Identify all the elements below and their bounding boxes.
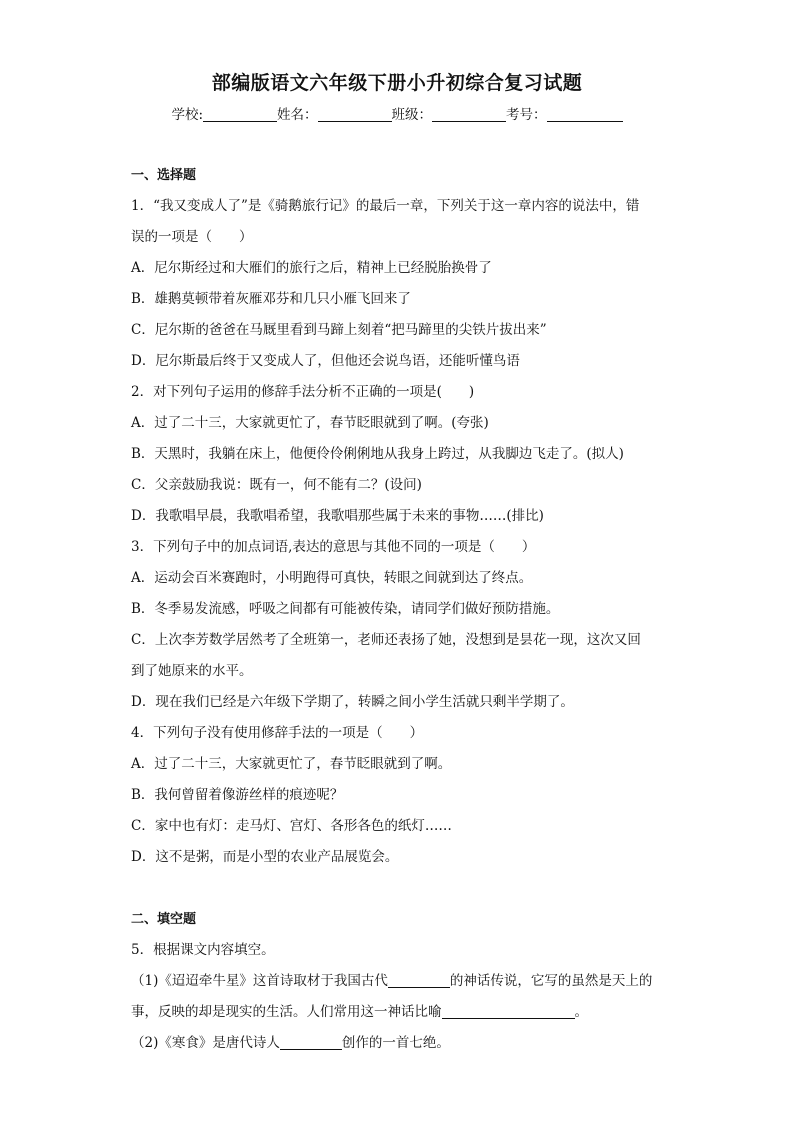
- question-2-option-d: D．我歌唱早晨，我歌唱希望，我歌唱那些属于未来的事物……(排比): [131, 508, 544, 524]
- question-2-option-b: B．天黑时，我躺在床上，他便伶伶俐俐地从我身上跨过，从我脚边飞走了。(拟人): [131, 446, 624, 462]
- question-1-stem-cont: 误的一项是（ ）: [131, 229, 253, 245]
- q5-part1-text-b: 的神话传说，它写的虽然是天上的: [449, 973, 653, 989]
- question-4-stem: 4．下列句子没有使用修辞手法的一项是（ ）: [131, 725, 424, 741]
- student-info-line: [0, 103, 794, 123]
- q5-blank-1[interactable]: [388, 973, 450, 988]
- school-label: 学校:: [171, 107, 204, 123]
- q5-part1-text-a: （1)《迢迢牵牛星》这首诗取材于我国古代: [131, 973, 388, 989]
- question-5-stem: 5．根据课文内容填空。: [131, 942, 275, 958]
- school-blank[interactable]: [203, 107, 277, 122]
- q5-part2-text-b: 创作的一首七绝。: [341, 1035, 450, 1051]
- question-5-part-1: [131, 966, 667, 997]
- class-label: 班级：: [391, 107, 433, 123]
- question-3-option-c-cont: 到了她原来的水平。: [131, 663, 253, 679]
- question-4-option-a: A．过了二十三，大家就更忙了，春节眨眼就到了啊。: [131, 756, 452, 772]
- section-heading-fill: 二、填空题: [131, 912, 197, 927]
- q5-part2-text-a: （2)《寒食》是唐代诗人: [131, 1035, 280, 1051]
- question-1-option-b: B．雄鹅莫顿带着灰雁邓芬和几只小雁飞回来了: [131, 291, 411, 307]
- section-heading-choice: 一、选择题: [131, 168, 197, 183]
- exam-number-label: 考号：: [506, 107, 547, 123]
- question-1-option-a: A．尼尔斯经过和大雁们的旅行之后，精神上已经脱胎换骨了: [131, 260, 492, 276]
- question-1-option-c: C．尼尔斯的爸爸在马厩里看到马蹄上刻着“把马蹄里的尖铁片拔出来”: [131, 322, 547, 338]
- question-3-option-d: D．现在我们已经是六年级下学期了，转瞬之间小学生活就只剩半学期了。: [131, 694, 574, 710]
- question-4-option-d: D．这不是粥，而是小型的农业产品展览会。: [131, 849, 399, 865]
- question-3-option-b: B．冬季易发流感，呼吸之间都有可能被传染，请同学们做好预防措施。: [131, 601, 560, 617]
- question-2-stem: 2．对下列句子运用的修辞手法分析不正确的一项是( ): [131, 384, 475, 400]
- name-blank[interactable]: [318, 107, 392, 122]
- question-3-option-a: A．运动会百米赛跑时，小明跑得可真快，转眼之间就到达了终点。: [131, 570, 533, 586]
- section-spacer: [131, 873, 667, 904]
- exam-number-blank[interactable]: [547, 107, 623, 122]
- question-3-option-c: C．上次李芳数学居然考了全班第一，老师还表扬了她，没想到是昙花一现，这次又回: [131, 632, 641, 648]
- class-blank[interactable]: [432, 107, 506, 122]
- question-4-option-c: C．家中也有灯：走马灯、宫灯、各形各色的纸灯……: [131, 818, 452, 834]
- page-title: 部编版语文六年级下册小升初综合复习试题: [211, 72, 583, 94]
- question-4-option-b: B．我何曾留着像游丝样的痕迹呢？: [131, 787, 344, 803]
- q5-part1-text-d: 。: [574, 1004, 588, 1020]
- question-1-stem: 1．“我又变成人了”是《骑鹅旅行记》的最后一章，下列关于这一章内容的说法中，错: [131, 198, 640, 214]
- q5-blank-3[interactable]: [280, 1035, 342, 1050]
- question-5-part-1-cont: [131, 997, 667, 1028]
- exam-content: [131, 160, 667, 1059]
- question-2-option-c: C．父亲鼓励我说：既有一，何不能有二？(设问): [131, 477, 422, 493]
- question-1-option-d: D．尼尔斯最后终于又变成人了，但他还会说鸟语，还能听懂鸟语: [131, 353, 520, 369]
- question-2-option-a: A．过了二十三，大家就更忙了，春节眨眼就到了啊。(夸张): [131, 415, 489, 431]
- q5-part1-text-c: 事，反映的却是现实的生活。人们常用这一神话比喻: [131, 1004, 442, 1020]
- question-5-part-2: [131, 1028, 667, 1059]
- q5-blank-2[interactable]: [442, 1004, 575, 1019]
- name-label: 姓名：: [277, 107, 318, 123]
- question-3-stem: 3．下列句子中的加点词语,表达的意思与其他不同的一项是（ ）: [131, 539, 536, 555]
